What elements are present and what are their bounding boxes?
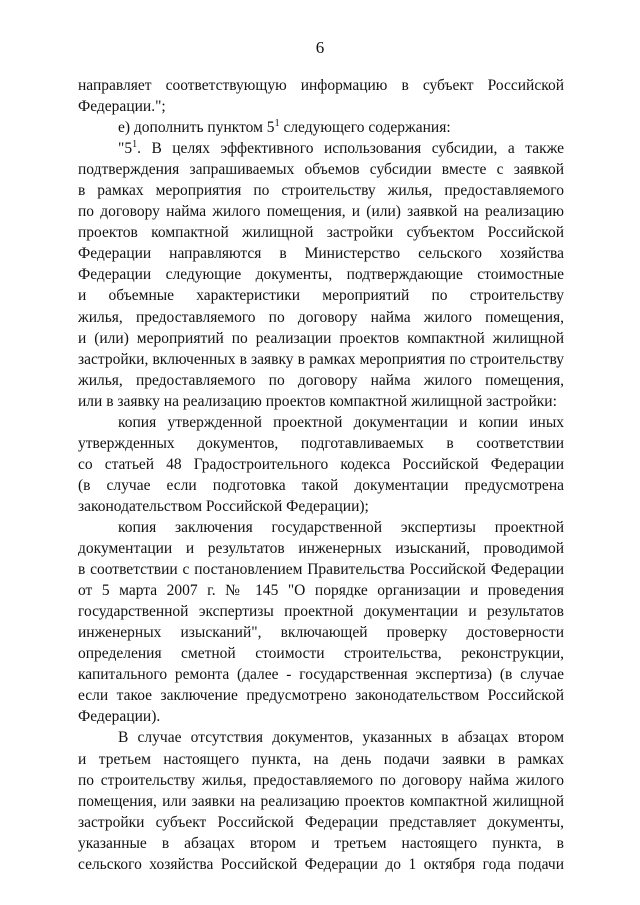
text-line: проектов компактной жилищной застройки субъектом Российской [78,224,564,242]
text-line: указанные в абзацах втором и третьем настоящего пункта, в [78,834,564,852]
text-line: в рамках мероприятия по строительству жилья, предоставляемого [78,182,564,200]
text-line: помещения, или заявки на реализацию проектов компактной жилищной [78,792,564,810]
document-body [78,75,564,875]
text-line: или в заявку на реализацию проектов компактной жилищной застройки: [78,392,557,410]
text-line: В случае отсутствия документов, указанных в абзацах втором [118,729,564,747]
text-line: застройки, включенных в заявку в рамках мероприятия по строительству [78,350,564,368]
text-line: инженерных изысканий", включающей проверку достоверности [78,624,564,642]
text-line: определения сметной стоимости строительства, реконструкции, [78,645,564,663]
text-line: копия утвержденной проектной документации и копии иных [118,413,564,431]
text-line: и третьем настоящего пункта, на день подачи заявки в рамках [78,750,564,768]
text-line: и объемные характеристики мероприятий по строительству [78,287,564,305]
text-line: копия заключения государственной экспертизы проектной [118,518,564,536]
text-line: Федерации). [78,708,161,726]
page-number: 6 [315,38,325,57]
text-line: Федерации следующие документы, подтверждающие стоимостные [78,266,564,284]
text-line: и (или) мероприятий по реализации проектов компактной жилищной [78,329,564,347]
text-line: направляет соответствующую информацию в субъект Российской [78,77,564,94]
text-line: сельского хозяйства Российской Федерации до 1 октября года подачи [78,855,564,873]
text-line: со статьей 48 Градостроительного кодекса Российской Федерации [78,455,564,473]
text-line: Федерации направляются в Министерство сельского хозяйства [78,245,564,263]
text-line: если такое заключение предусмотрено законодательством Российской [78,687,564,705]
text-line: подтверждения запрашиваемых объемов субсидии вместе с заявкой [78,161,564,179]
text-line: по строительству жилья, предоставляемого по договору найма жилого [78,771,564,789]
text-line: жилья, предоставляемого по договору найма жилого помещения, [78,308,564,326]
text-line: застройки субъект Российской Федерации представляет документы, [78,813,564,831]
text-line: (в случае если подготовка такой документации предусмотрена [78,476,564,494]
text-line: от 5 марта 2007 г. № 145 "О порядке организации и проведения [78,582,564,600]
text-line: жилья, предоставляемого по договору найма жилого помещения, [78,371,564,389]
text-line: утвержденных документов, подготавливаемых в соответствии [78,434,564,452]
text-line: по договору найма жилого помещения, и (или) заявкой на реализацию [78,203,564,221]
text-line: государственной экспертизы проектной документации и результатов [78,603,564,621]
text-line: законодательством Российской Федерации); [78,497,369,515]
text-line: Федерации."; [78,98,166,116]
text-line: "$5^1$. В целях эффективного использования субсидии, а также [118,139,564,158]
text-line: в соответствии с постановлением Правительства Российской Федерации [78,561,564,579]
text-line: е) дополнить пунктом $5^1$ следующего содержания: [118,118,451,137]
text-line: капитального ремонта (далее - государственная экспертиза) (в случае [78,666,564,684]
text-line: документации и результатов инженерных изысканий, проводимой [78,540,564,558]
